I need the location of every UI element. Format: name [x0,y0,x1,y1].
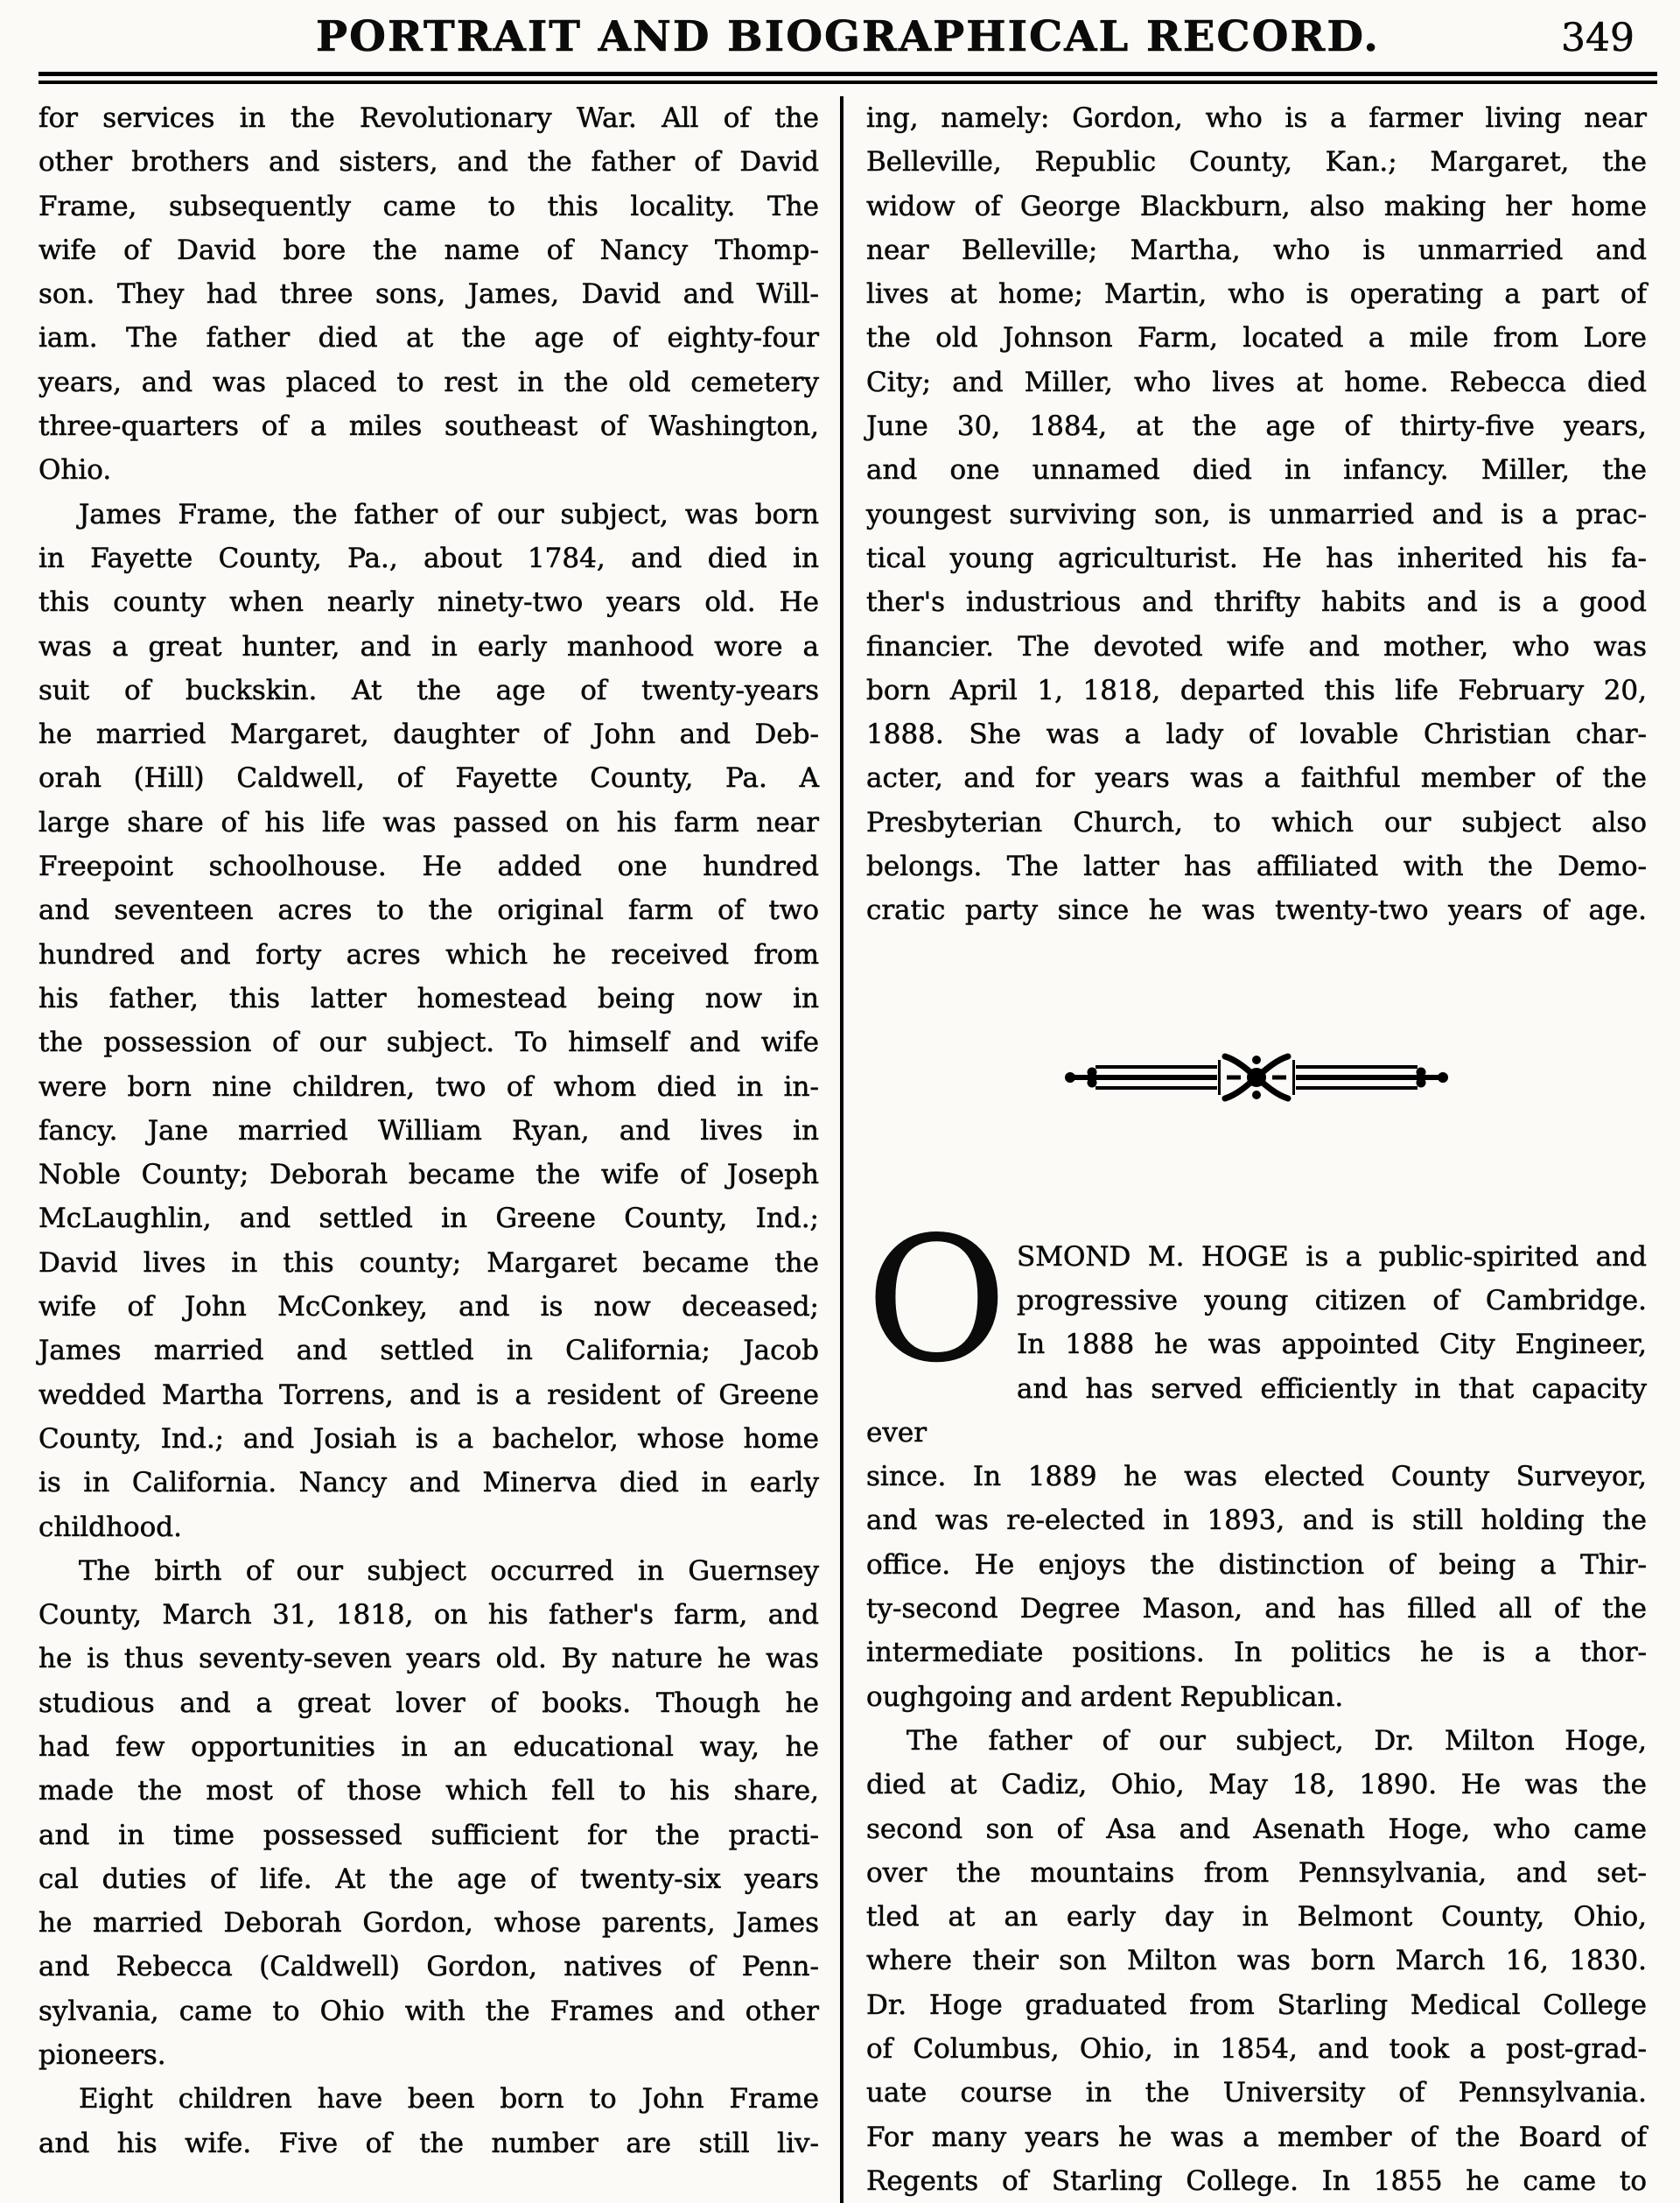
text-line: widow of George Blackburn, also making her home [866,190,1647,222]
text-line: McLaughlin, and settled in Greene County, Ind.; [38,1203,819,1235]
text-line: born April 1, 1818, departed this life February 20, [866,674,1647,706]
text-line: were born nine children, two of whom died in in- [38,1070,819,1103]
text-line: sylvania, came to Ohio with the Frames and other [38,1995,819,2027]
text-line: Regents of Starling College. In 1855 he came to [866,2164,1647,2197]
page-number: 349 [1561,16,1634,60]
text-line: suit of buckskin. At the age of twenty-years [38,674,819,706]
text-line: County, Ind.; and Josiah is a bachelor, whose home [38,1422,819,1455]
text-line: Noble County; Deborah became the wife of Joseph [38,1159,819,1191]
text-line: David lives in this county; Margaret became the [38,1246,819,1279]
text-line: Freepoint schoolhouse. He added one hundred [38,851,819,883]
text-line: uate course in the University of Pennsylvania. [866,2077,1647,2109]
drop-cap-letter: O [866,1200,1007,1400]
text-line: oughgoing and ardent Republican. [866,1680,1344,1713]
text-line: cal duties of life. At the age of twenty-six years [38,1863,819,1895]
right-column-bottom [866,1200,1647,2203]
text-line: and in time possessed sufficient for the practi- [38,1819,819,1851]
text-line: his father, this latter homestead being now in [38,982,819,1014]
header-rule [38,72,1657,84]
text-line: 1888. She was a lady of lovable Christian char- [866,719,1647,751]
text-line: SMOND M. HOGE is a public-spirited and [1017,1240,1647,1273]
page-title: PORTRAIT AND BIOGRAPHICAL RECORD. [316,12,1380,61]
text-line: three-quarters of a miles southeast of Washington, [38,410,819,443]
text-line: he married Margaret, daughter of John and Deb- [38,719,819,751]
text-line: wife of John McConkey, and is now deceased; [38,1291,819,1323]
text-line: tical young agriculturist. He has inherited his fa- [866,542,1647,574]
text-line: childhood. [38,1511,182,1543]
text-line: ing, namely: Gordon, who is a farmer living near [866,102,1647,134]
text-line: and one unnamed died in infancy. Miller, the [866,454,1647,487]
text-line: June 30, 1884, at the age of thirty-five years, [866,410,1647,443]
columns [38,96,1657,2203]
text-line: For many years he was a member of the Board of [866,2121,1647,2153]
text-line: the possession of our subject. To himself and wife [38,1027,819,1059]
text-line: ty-second Degree Mason, and has filled all of the [866,1593,1647,1625]
text-line: cratic party since he was twenty-two years of age. [866,895,1647,927]
text-line: since. In 1889 he was elected County Surveyor, [866,1461,1647,1493]
text-line: wedded Martha Torrens, and is a resident of Greene [38,1379,819,1411]
text-line: of Columbus, Ohio, in 1854, and took a post-grad- [866,2032,1647,2065]
text-line: James married and settled in California; Jacob [38,1335,819,1367]
text-line: orah (Hill) Caldwell, of Fayette County, Pa. A [38,762,819,795]
text-line: and has served efficiently in that capacity ever [866,1372,1647,1449]
text-line: youngest surviving son, is unmarried and is a prac- [866,498,1647,530]
text-line: James Frame, the father of our subject, was born [79,498,819,530]
section-divider-ornament-icon [866,1047,1647,1108]
text-line: progressive young citizen of Cambridge. [1017,1284,1647,1316]
text-line: in Fayette County, Pa., about 1784, and died in [38,542,819,574]
text-line: made the most of those which fell to his share, [38,1775,819,1807]
text-line: Dr. Hoge graduated from Starling Medical College [866,1989,1647,2021]
text-line: for services in the Revolutionary War. All of the [38,102,819,134]
text-line: studious and a great lover of books. Though he [38,1687,819,1719]
left-column [38,96,819,2203]
text-line: is in California. Nancy and Minerva died in early [38,1467,819,1499]
text-line: he is thus seventy-seven years old. By nature he was [38,1643,819,1675]
paragraph [866,1719,1647,2203]
text-line: acter, and for years was a faithful member of the [866,762,1647,795]
paragraph [38,2077,819,2165]
text-line: was a great hunter, and in early manhood wore a [38,630,819,663]
paragraph [866,96,1647,933]
text-line: The birth of our subject occurred in Guernsey [79,1554,819,1587]
text-line: The father of our subject, Dr. Milton Hoge, [906,1724,1647,1757]
text-line: hundred and forty acres which he received from [38,938,819,971]
text-line: and his wife. Five of the number are still liv- [38,2127,819,2159]
text-line: Presbyterian Church, to which our subject also [866,806,1647,838]
text-line: lives at home; Martin, who is operating a part of [866,278,1647,311]
text-line: and was re-elected in 1893, and is still holding the [866,1505,1647,1537]
text-line: and Rebecca (Caldwell) Gordon, natives of Penn- [38,1951,819,1983]
text-line: City; and Miller, who lives at home. Rebecca died [866,366,1647,398]
paragraph [866,1200,1647,1719]
text-line: belongs. The latter has affiliated with the Demo- [866,851,1647,883]
text-line: other brothers and sisters, and the father of David [38,146,819,179]
paragraph [38,1549,819,2078]
text-line: Eight children have been born to John Frame [79,2083,819,2115]
text-line: pioneers. [38,2039,166,2072]
text-line: County, March 31, 1818, on his father's farm, and [38,1599,819,1631]
text-line: years, and was placed to rest in the old cemetery [38,366,819,398]
paragraph [38,493,819,1549]
text-line: the old Johnson Farm, located a mile from Lore [866,322,1647,354]
paragraph [38,96,819,493]
text-line: Belleville, Republic County, Kan.; Margaret, the [866,146,1647,179]
text-line: near Belleville; Martha, who is unmarried and [866,234,1647,266]
text-line: where their son Milton was born March 16, 1830. [866,1945,1647,1977]
text-line: fancy. Jane married William Ryan, and lives in [38,1114,819,1147]
text-line: large share of his life was passed on his farm near [38,806,819,838]
text-line: died at Cadiz, Ohio, May 18, 1890. He was the [866,1769,1647,1801]
text-line: In 1888 he was appointed City Engineer, [1017,1329,1647,1361]
text-line: Ohio. [38,454,112,487]
text-line: Frame, subsequently came to this locality. The [38,190,819,222]
text-line: had few opportunities in an educational way, he [38,1730,819,1763]
text-line: iam. The father died at the age of eighty-four [38,322,819,354]
text-line: son. They had three sons, James, David and Will- [38,278,819,311]
right-column [866,96,1647,2203]
text-line: and seventeen acres to the original farm of two [38,895,819,927]
text-line: ther's industrious and thrifty habits and is a good [866,586,1647,619]
text-line: intermediate positions. In politics he is a thor- [866,1637,1647,1669]
text-line: office. He enjoys the distinction of being a Thir- [866,1548,1647,1581]
text-line: wife of David bore the name of Nancy Thomp- [38,234,819,266]
text-line: tled at an early day in Belmont County, Ohio, [866,1901,1647,1933]
column-divider-rule [840,96,844,2203]
right-column-top [866,96,1647,933]
page-header [38,0,1657,72]
text-line: financier. The devoted wife and mother, who was [866,630,1647,663]
text-line: over the mountains from Pennsylvania, and set- [866,1856,1647,1889]
text-line: this county when nearly ninety-two years old. He [38,586,819,619]
text-line: second son of Asa and Asenath Hoge, who came [866,1813,1647,1845]
text-line: he married Deborah Gordon, whose parents, James [38,1907,819,1940]
